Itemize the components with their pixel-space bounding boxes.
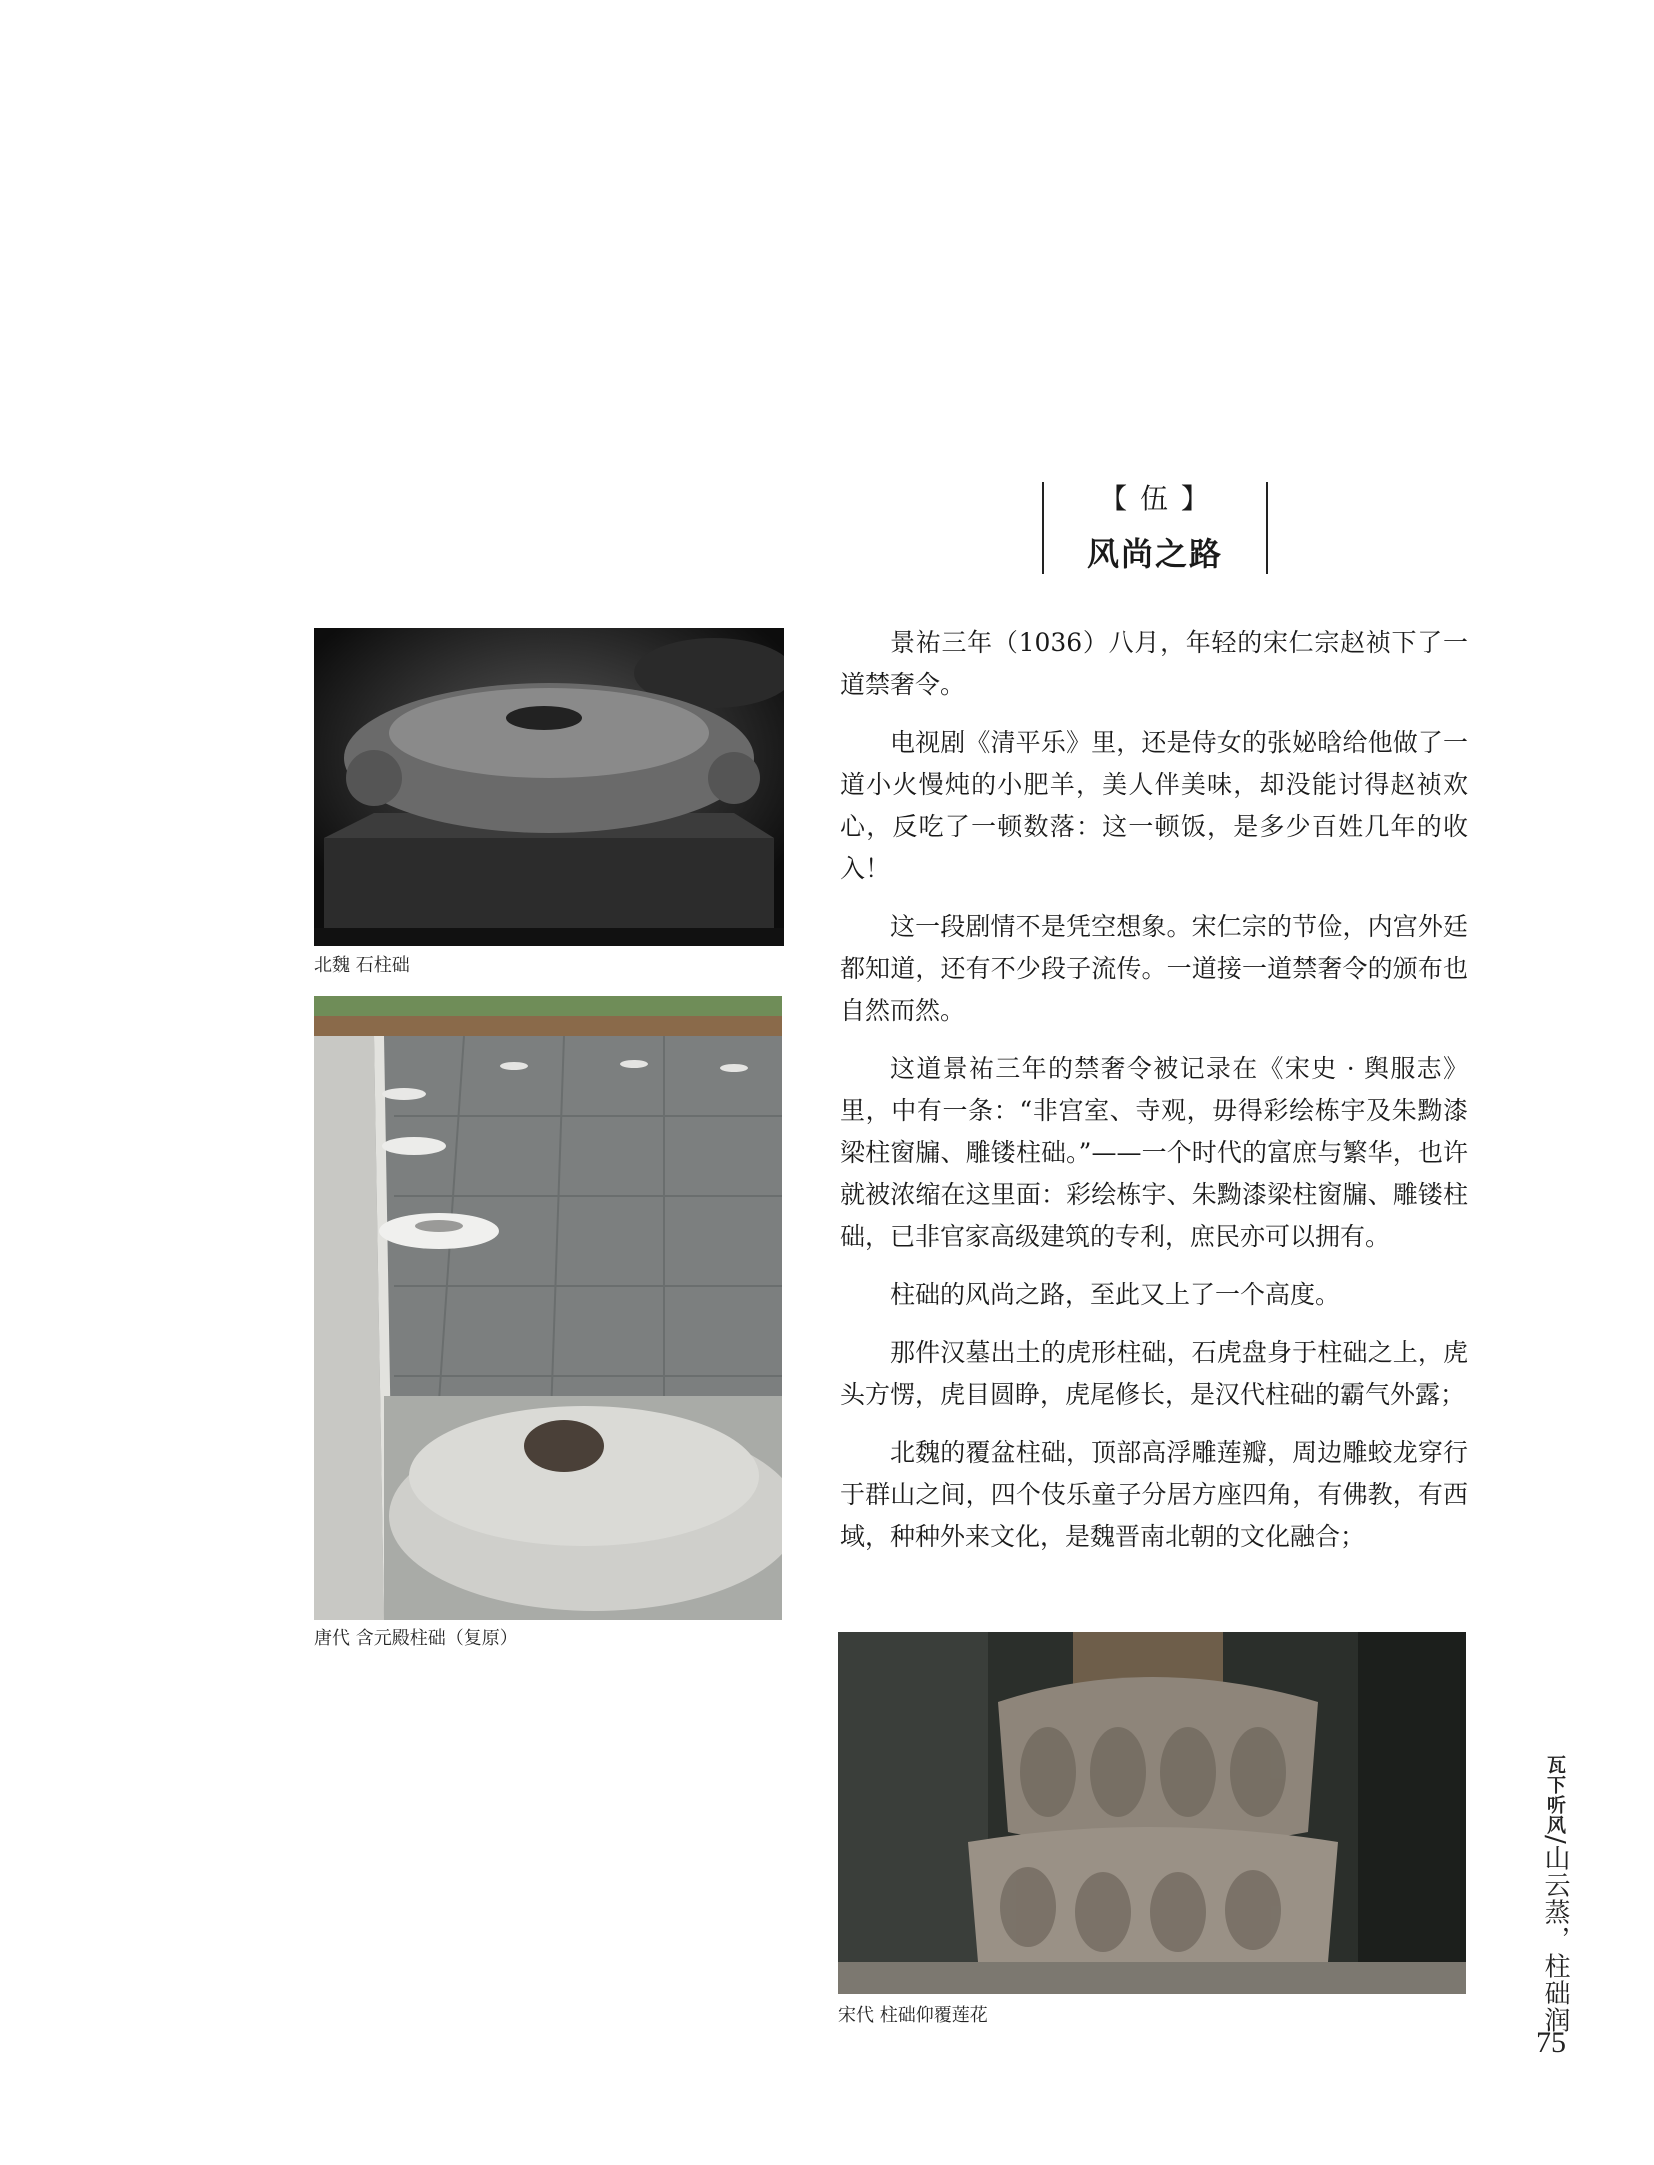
page-number: 75 <box>1536 2026 1566 2059</box>
section-title: 风尚之路 <box>1086 535 1223 573</box>
paragraph: 电视剧《清平乐》里，还是侍女的张妼晗给他做了一道小火慢炖的小肥羊，美人伴美味，却没能讨得赵祯欢心，反吃了一顿数落：这一顿饭，是多少百姓几年的收入！ <box>840 728 1468 883</box>
paragraph: 北魏的覆盆柱础，顶部高浮雕莲瓣，周边雕蛟龙穿行于群山之间，四个伎乐童子分居方座四角，有佛教，有西域，种种外来文化，是魏晋南北朝的文化融合； <box>840 1438 1468 1551</box>
photo-northern-wei-base <box>314 628 784 946</box>
running-title <box>1540 1755 1574 2034</box>
section-number: 【 伍 】 <box>1099 482 1211 515</box>
caption-song: 宋代 柱础仰覆莲花 <box>838 2005 988 2026</box>
paragraph: 景祐三年（1036）八月，年轻的宋仁宗赵祯下了一道禁奢令。 <box>840 628 1468 699</box>
paragraph: 这一段剧情不是凭空想象。宋仁宗的节俭，内宫外廷都知道，还有不少段子流传。一道接一道禁奢令的颁布也自然而然。 <box>840 912 1468 1025</box>
running-title-separator: / <box>1540 1835 1570 1845</box>
paragraph: 这道景祐三年的禁奢令被记录在《宋史 · 舆服志》里，中有一条：“非宫室、寺观，毋得彩绘栋宇及朱黝漆梁柱窗牖、雕镂柱础。”——一个时代的富庶与繁华，也许就被浓缩在这里面：彩绘栋宇、朱黝漆梁柱窗牖、雕镂柱础，已非官家高级建筑的专利，庶民亦可以拥有。 <box>840 1054 1468 1251</box>
photo-tang-hanyuan-bases <box>314 996 782 1620</box>
article-body <box>840 622 1468 1574</box>
photo-song-lotus-base <box>838 1632 1466 1994</box>
section-heading <box>1042 482 1268 574</box>
paragraph: 柱础的风尚之路，至此又上了一个高度。 <box>890 1280 1341 1309</box>
running-title-part2: 山云蒸，柱础润 <box>1540 1844 1570 2034</box>
caption-northern-wei: 北魏 石柱础 <box>314 955 410 976</box>
running-title-part1: 瓦下听风 <box>1544 1755 1566 1835</box>
paragraph: 那件汉墓出土的虎形柱础，石虎盘身于柱础之上，虎头方愣，虎目圆睁，虎尾修长，是汉代柱础的霸气外露； <box>840 1338 1468 1409</box>
caption-tang: 唐代 含元殿柱础（复原） <box>314 1628 518 1649</box>
